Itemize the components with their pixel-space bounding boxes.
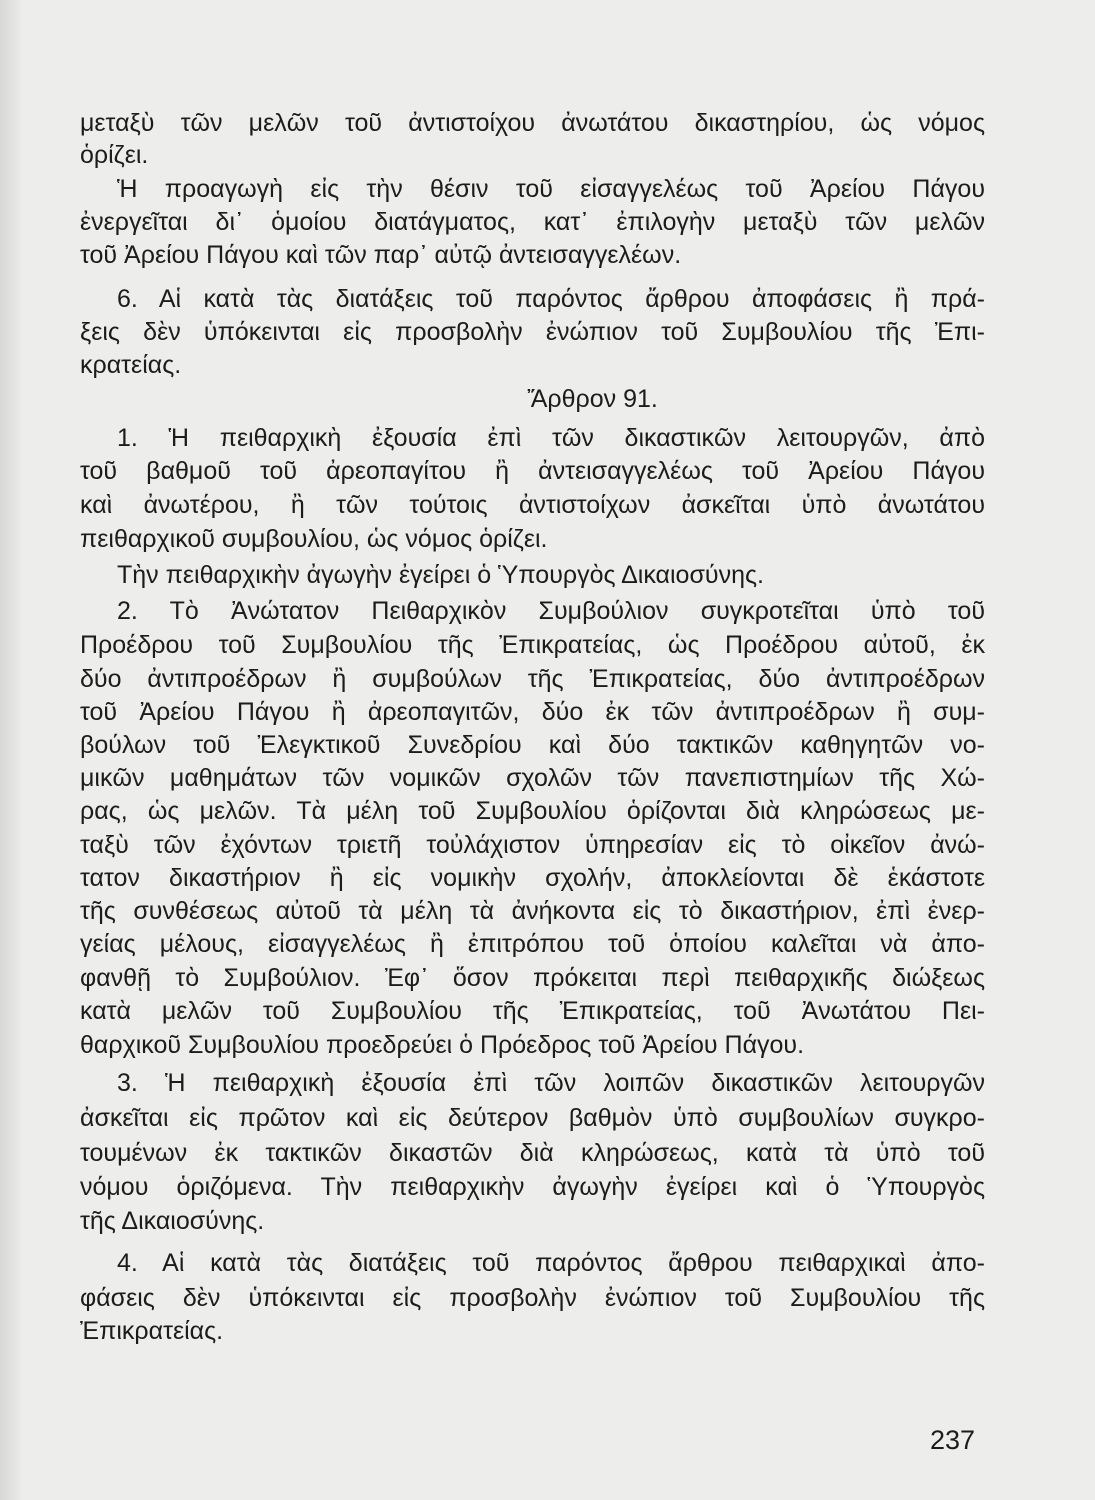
text-line: νόμου ὁριζόμενα. Τὴν πειθαρχικὴν ἀγωγὴν ἐγείρει καὶ ὁ Ὑπουργὸς	[80, 1173, 985, 1201]
page-number: 237	[930, 1425, 976, 1455]
paragraph-start-line: 6. Αἱ κατὰ τὰς διατάξεις τοῦ παρόντος ἄρθρου ἀποφάσεις ἢ πρά-	[117, 285, 985, 313]
page-binding-edge	[0, 0, 22, 1500]
text-line: Ἐπικρατείας.	[80, 1317, 224, 1345]
text-line: φάσεις δὲν ὑπόκεινται εἰς προσβολὴν ἐνώπιον τοῦ Συμβουλίου τῆς	[80, 1284, 985, 1312]
paragraph-start-line: 1. Ἡ πειθαρχικὴ ἐξουσία ἐπὶ τῶν δικαστικῶν λειτουργῶν, ἀπὸ	[117, 424, 985, 452]
text-line: φανθῇ τὸ Συμβούλιον. Ἐφ᾽ ὅσον πρόκειται περὶ πειθαρχικῆς διώξεως	[80, 964, 985, 992]
text-line: τουμένων ἐκ τακτικῶν δικαστῶν διὰ κληρώσεως, κατὰ τὰ ὑπὸ τοῦ	[80, 1139, 985, 1167]
text-line: κρατείας.	[80, 351, 182, 379]
text-line: μικῶν μαθημάτων τῶν νομικῶν σχολῶν τῶν πανεπιστημίων τῆς Χώ-	[80, 764, 985, 792]
text-line: ἀσκεῖται εἰς πρῶτον καὶ εἰς δεύτερον βαθμὸν ὑπὸ συμβουλίων συγκρο-	[80, 1104, 985, 1132]
text-line: ρας, ὡς μελῶν. Τὰ μέλη τοῦ Συμβουλίου ὁρίζονται διὰ κληρώσεως με-	[80, 797, 985, 825]
text-line: ξεις δὲν ὑπόκεινται εἰς προσβολὴν ἐνώπιον τοῦ Συμβουλίου τῆς Ἐπι-	[80, 318, 985, 346]
text-line: τοῦ Ἀρείου Πάγου ἢ ἀρεοπαγιτῶν, δύο ἐκ τῶν ἀντιπροέδρων ἢ συμ-	[80, 698, 985, 726]
text-line: ὁρίζει.	[80, 141, 149, 169]
paragraph-start-line: 4. Αἱ κατὰ τὰς διατάξεις τοῦ παρόντος ἄρθρου πειθαρχικαὶ ἀπο-	[117, 1249, 985, 1277]
text-line: καὶ ἀνωτέρου, ἢ τῶν τούτοις ἀντιστοίχων ἀσκεῖται ὑπὸ ἀνωτάτου	[80, 491, 985, 519]
text-line: Προέδρου τοῦ Συμβουλίου τῆς Ἐπικρατείας, ὡς Προέδρου αὐτοῦ, ἐκ	[80, 631, 985, 659]
paragraph-start-line: Ἡ προαγωγὴ εἰς τὴν θέσιν τοῦ εἰσαγγελέως τοῦ Ἀρείου Πάγου	[117, 175, 985, 203]
paragraph-start-line: 3. Ἡ πειθαρχικὴ ἐξουσία ἐπὶ τῶν λοιπῶν δικαστικῶν λειτουργῶν	[117, 1069, 985, 1097]
text-line: τῆς Δικαιοσύνης.	[80, 1207, 265, 1235]
text-line: μεταξὺ τῶν μελῶν τοῦ ἀντιστοίχου ἀνωτάτου δικαστηρίου, ὡς νόμος	[80, 109, 985, 137]
text-line: τῆς συνθέσεως αὐτοῦ τὰ μέλη τὰ ἀνήκοντα εἰς τὸ δικαστήριον, ἐπὶ ἐνερ-	[80, 897, 985, 925]
article-heading: Ἄρθρον 91.	[527, 385, 658, 413]
text-line: κατὰ μελῶν τοῦ Συμβουλίου τῆς Ἐπικρατείας, τοῦ Ἀνωτάτου Πει-	[80, 997, 985, 1025]
text-line: βούλων τοῦ Ἐλεγκτικοῦ Συνεδρίου καὶ δύο τακτικῶν καθηγητῶν νο-	[80, 731, 985, 759]
text-line: ταξὺ τῶν ἐχόντων τριετῆ τοὐλάχιστον ὑπηρεσίαν εἰς τὸ οἰκεῖον ἀνώ-	[80, 831, 985, 859]
text-line: γείας μέλους, εἰσαγγελέως ἢ ἐπιτρόπου τοῦ ὁποίου καλεῖται νὰ ἀπο-	[80, 930, 985, 958]
text-line: πειθαρχικοῦ συμβουλίου, ὡς νόμος ὁρίζει.	[80, 525, 548, 553]
text-line: τοῦ βαθμοῦ τοῦ ἀρεοπαγίτου ἢ ἀντεισαγγελέως τοῦ Ἀρείου Πάγου	[80, 457, 985, 485]
text-line: θαρχικοῦ Συμβουλίου προεδρεύει ὁ Πρόεδρος τοῦ Ἀρείου Πάγου.	[80, 1031, 805, 1059]
text-line: τατον δικαστήριον ἢ εἰς νομικὴν σχολήν, ἀποκλείονται δὲ ἑκάστοτε	[80, 864, 985, 892]
text-line: δύο ἀντιπροέδρων ἢ συμβούλων τῆς Ἐπικρατείας, δύο ἀντιπροέδρων	[80, 665, 985, 693]
paragraph-start-line: Τὴν πειθαρχικὴν ἀγωγὴν ἐγείρει ὁ Ὑπουργὸς Δικαιοσύνης.	[117, 561, 764, 589]
paragraph-start-line: 2. Τὸ Ἀνώτατον Πειθαρχικὸν Συμβούλιον συγκροτεῖται ὑπὸ τοῦ	[117, 597, 985, 625]
text-line: τοῦ Ἀρείου Πάγου καὶ τῶν παρ᾽ αὐτῷ ἀντεισαγγελέων.	[80, 241, 682, 269]
text-line: ἐνεργεῖται δι᾽ ὁμοίου διατάγματος, κατ᾽ ἐπιλογὴν μεταξὺ τῶν μελῶν	[80, 208, 985, 236]
